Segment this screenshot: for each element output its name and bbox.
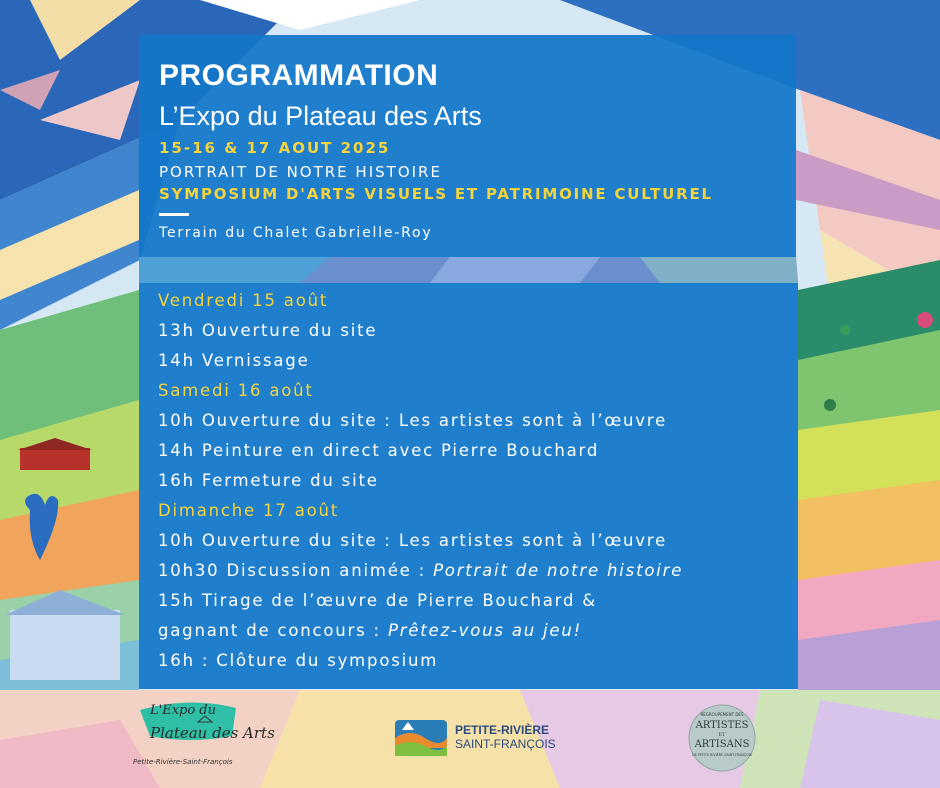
schedule-item: 10h Ouverture du site : Les artistes sont à l’œuvre [158, 411, 668, 430]
artisans-logo-top: REGROUPEMENT DES [700, 712, 744, 717]
schedule-item: 13h Ouverture du site [158, 321, 378, 340]
expo-logo-line2: Plateau des Arts [150, 724, 275, 742]
day-heading: Vendredi 15 août [158, 291, 329, 310]
header-panel [139, 35, 796, 257]
artisans-logo-line2: ARTISANS [694, 739, 750, 750]
expo-logo-place: Petite-Rivière-Saint-François [133, 758, 233, 766]
event-dates: 15-16 & 17 AOUT 2025 [159, 139, 391, 157]
artisans-logo-bottom: DE PETITE-RIVIÈRE-SAINT-FRANÇOIS [692, 753, 752, 757]
schedule-item-text: 10h30 Discussion animée : [158, 561, 434, 580]
divider [159, 213, 189, 216]
event-name: L’Expo du Plateau des Arts [159, 101, 482, 131]
page-title: PROGRAMMATION [159, 59, 439, 92]
schedule-item: 15h Tirage de l’œuvre de Pierre Bouchard & [158, 591, 597, 610]
town-logo-line2: SAINT-FRANÇOIS [455, 737, 556, 751]
expo-logo [133, 702, 275, 766]
schedule-item-text: gagnant de concours : [158, 621, 388, 640]
schedule-item: 16h : Clôture du symposium [158, 651, 439, 670]
day-heading: Samedi 16 août [158, 381, 314, 400]
day-heading: Dimanche 17 août [158, 501, 340, 520]
schedule-item: 14h Vernissage [158, 351, 310, 370]
artisans-logo [689, 705, 755, 771]
schedule-item: 10h Ouverture du site : Les artistes sont à l’œuvre [158, 531, 668, 550]
event-theme: PORTRAIT DE NOTRE HISTOIRE [159, 163, 442, 181]
town-logo-line1: PETITE-RIVIÈRE [455, 723, 550, 737]
artisans-logo-line1: ARTISTES [695, 720, 749, 731]
expo-logo-line1: L'Expo du [150, 703, 217, 718]
event-location: Terrain du Chalet Gabrielle-Roy [159, 225, 433, 241]
schedule-item: 14h Peinture en direct avec Pierre Bouchard [158, 441, 600, 460]
schedule-item-italic: Portrait de notre histoire [433, 561, 684, 580]
schedule-item [158, 561, 683, 580]
schedule-item-italic: Prêtez-vous au jeu! [387, 621, 583, 640]
schedule-item [158, 621, 582, 640]
town-logo [395, 720, 556, 756]
logos-footer [0, 690, 940, 788]
symposium-title: SYMPOSIUM D'ARTS VISUELS ET PATRIMOINE CULTUREL [159, 185, 713, 203]
artisans-logo-amp: ET [718, 732, 726, 738]
schedule-item: 16h Fermeture du site [158, 471, 379, 490]
schedule-panel [139, 283, 798, 689]
